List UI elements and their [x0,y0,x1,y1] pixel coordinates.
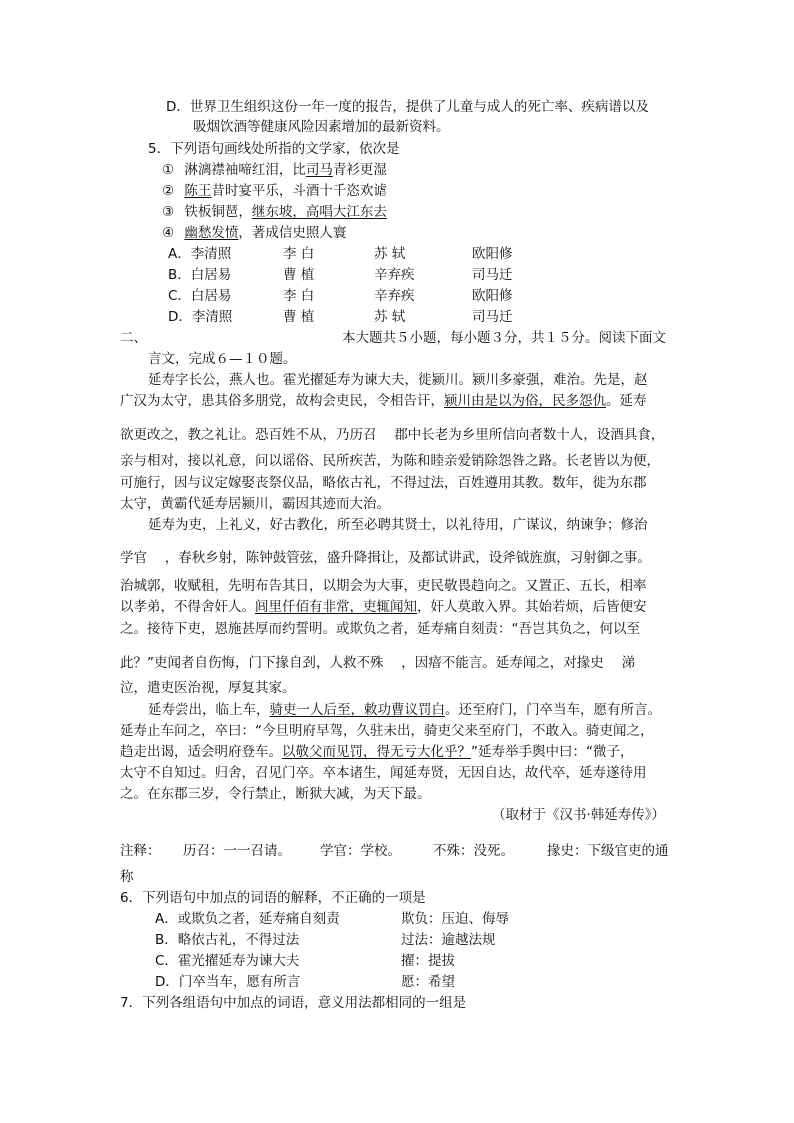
passage-p2-line2: 学官 ，春秋乡射，陈钟鼓管弦，盛升降揖让，及都试讲武，设斧钺旌旗，习射御之事。 [120,550,651,566]
q6-option-b-gloss: 过法：逾越法规 [401,932,496,948]
q4-option-d-line1: D．世界卫生组织这份一年一度的报告，提供了儿童与成人的死亡率、疾病谱以及 [166,99,649,115]
q5-item-underline: 幽愁发愤 [184,225,239,241]
q5-option-d-c4: 司马迁 [472,309,513,325]
passage-p2-line5: 之。接待下吏，恩施甚厚而约誓明。或欺负之者，延寿痛自刻责：“吾岂其负之，何以至 [120,621,640,637]
passage-p2-line3: 治城郭，收赋租，先明布告其日，以期会为大事，吏民敬畏趋向之。又置正、五长，相率 [120,578,647,594]
passage-p1-line1: 延寿字长公，燕人也。霍光擢延寿为谏大夫，徙颍川。颍川多豪强，难治。先是，赵 [148,372,648,388]
passage-text: 。还至府门，门卒当车，愿有所言。 [445,702,661,718]
q5-item-underline: 陈王 [184,183,212,199]
passage-text: 延寿尝出，临上车， [148,702,270,718]
q6-option-a: A．或欺负之者，延寿痛自刻责 [155,911,340,927]
q5-option-c-c2: 李 白 [283,288,315,304]
passage-p3-line5: 之。在东郡三岁，令行禁止，断狱大减，为天下最。 [120,786,431,802]
passage-text: ”延寿举手舆中曰：“微子， [471,744,634,760]
q5-option-b-c2: 曹 植 [283,267,315,283]
passage-underline: 以敬父而见罚，得无亏大化乎？ [282,744,471,760]
q5-option-c-c3: 辛弃疾 [374,288,415,304]
q5-item-underline: 司马 [305,162,333,178]
q5-item-num: ② [162,183,175,199]
q6-option-c-gloss: 擢：提拔 [401,953,455,969]
passage-p1-line4: 亲与相对，接以礼意，问以谣俗、民所疾苦，为陈和睦亲爱销除怨咎之路。长老皆以为便， [120,453,660,469]
passage-underline: 骑吏一人后至，敕功曹议罚白 [269,702,445,718]
passage-p1-line5: 可施行，因与议定嫁娶丧祭仪品，略依古礼，不得过法，百姓遵用其教。数年，徙为东郡 [120,475,647,491]
notes-label: 注释： [120,843,161,859]
q6-option-b: B．略依古礼，不得过法 [155,932,300,948]
passage-p2-line7: 泣，遣吏医治视，厚复其家。 [120,680,296,696]
passage-text: 广汉为太守，患其俗多朋党，故构会吏民，令相告讦， [120,393,444,409]
q5-item-text: 淋漓襟袖啼红泪，比 [184,162,306,178]
passage-p3-line1 [148,701,661,719]
note-4-cont: 称 [120,869,134,885]
passage-text: ，奸人莫敢入界。其始若烦，后皆便安 [417,599,647,615]
section2-intro-cont: 言文，完成６—１０题。 [148,351,297,367]
q5-option-d-c2: 曹 植 [283,309,315,325]
passage-text: 。延寿 [606,393,647,409]
passage-underline: 闾里仟佰有非常，吏辄闻知 [255,599,417,615]
q6-option-a-gloss: 欺负：压迫、侮辱 [401,911,509,927]
q5-item-text: 青衫更湿 [332,162,387,178]
passage-p1-line2 [120,392,647,410]
q5-option-b-c3: 辛弃疾 [374,267,415,283]
q5-item-1 [162,161,387,179]
q7-stem: 7．下列各组语句中加点的词语，意义用法都相同的一组是 [120,995,467,1011]
q5-option-c-c4: 欧阳修 [472,288,513,304]
q5-option-a-c3: 苏 轼 [374,246,406,262]
q5-item-text: 昔时宴平乐，斗酒十千恣欢谑 [211,183,387,199]
q5-item-2 [162,182,387,200]
q5-item-num: ④ [162,225,175,241]
q6-stem: 6．下列语句中加点的词语的解释，不正确的一项是 [120,890,426,906]
q6-option-d-gloss: 愿：希望 [401,974,455,990]
passage-text: 趋走出谒，适会明府登车。 [120,744,282,760]
q5-item-text: 铁板铜琶， [184,204,252,220]
q6-option-d: D．门卒当车，愿有所言 [155,974,301,990]
q5-option-a-c4: 欧阳修 [472,246,513,262]
q5-stem: 5．下列语句画线处所指的文学家，依次是 [148,141,400,157]
passage-p1-line6: 太守，黄霸代延寿居颍川，霸因其迹而大治。 [120,496,390,512]
passage-p2-line1: 延寿为吏，上礼义，好古教化，所至必聘其贤士，以礼待用，广谋议，纳谏争；修治 [148,517,648,533]
q5-item-3 [162,203,387,221]
passage-p2-line6: 此？”吏闻者自伤悔，门下掾自刭，人救不殊 ，因瘖不能言。延寿闻之，对掾史 涕 [120,655,636,671]
q5-option-c-label: C．白居易 [168,288,232,304]
passage-text: 以孝弟，不得舍奸人。 [120,599,255,615]
q5-item-underline: 继东坡，高唱大江东去 [251,204,387,220]
section2-intro: 本大题共５小题，每小题３分，共１５分。阅读下面文 [342,330,666,346]
q5-item-num: ① [162,162,175,178]
q5-item-4 [162,224,346,242]
passage-p3-line4: 太守不自知过。归舍，召见门卒。卒本诸生，闻延寿贤，无因自达，故代卒，延寿遂待用 [120,765,647,781]
passage-source: （取材于《汉书·韩延寿传》） [492,807,666,823]
q6-option-c: C．霍光擢延寿为谏大夫 [155,953,300,969]
passage-p2-line4 [120,598,647,616]
note-2: 学官：学校。 [320,843,401,859]
q5-option-d-label: D．李清照 [168,309,233,325]
note-3: 不殊：没死。 [433,843,514,859]
passage-underline: 颍川由是以为俗，民多怨仇 [444,393,606,409]
q4-option-d-line2: 吸烟饮酒等健康风险因素增加的最新资料。 [193,119,450,135]
section2-number: 二、 [120,330,147,346]
note-1: 历召：一一召请。 [183,843,291,859]
q5-option-a-c2: 李 白 [283,246,315,262]
note-4: 掾史：下级官吏的通 [547,843,669,859]
q5-item-text: ，著成信史照人寰 [238,225,347,241]
q5-option-d-c3: 苏 轼 [374,309,406,325]
q5-item-num: ③ [162,204,175,220]
passage-p3-line2: 延寿止车问之，卒曰：“今旦明府早驾，久驻未出，骑吏父来至府门，不敢入。骑吏闻之， [120,723,654,739]
passage-p1-line3: 欲更改之，教之礼让。恐百姓不从，乃历召 郡中长老为乡里所信向者数十人，设酒具食， [120,427,665,443]
passage-p3-line3 [120,743,634,761]
q5-option-b-c4: 司马迁 [472,267,513,283]
q5-option-a-label: A．李清照 [168,246,232,262]
q5-option-b-label: B．白居易 [168,267,232,283]
